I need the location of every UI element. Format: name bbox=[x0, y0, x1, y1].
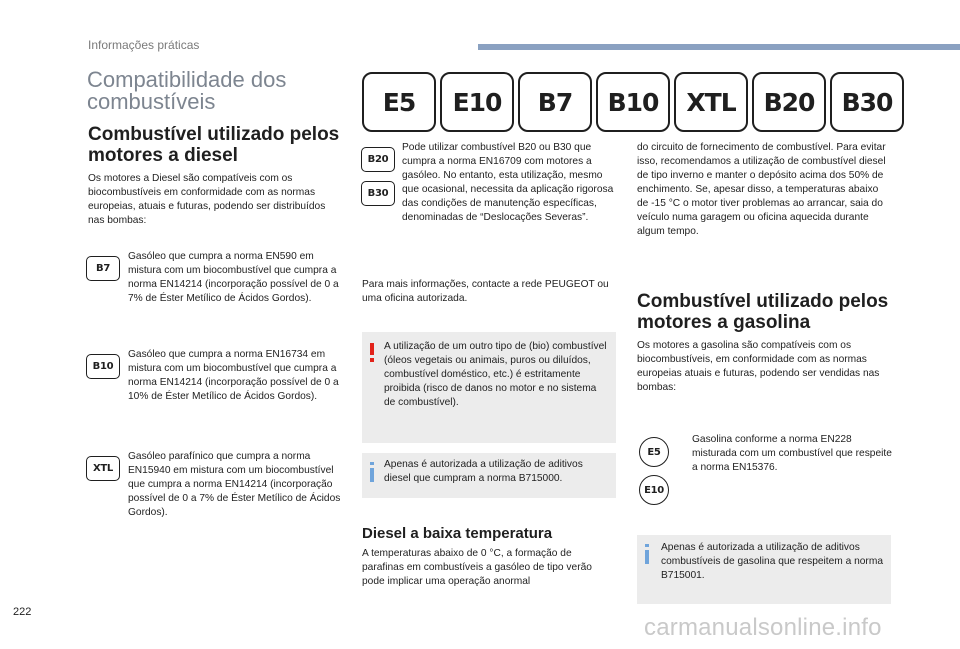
info-icon-dot bbox=[645, 544, 649, 547]
petrol-text: Gasolina conforme a norma EN228 misturada com um combustível que respeite a norma EN15376. bbox=[692, 434, 892, 473]
fuel-badge-b30: B30 bbox=[830, 72, 904, 132]
low-temp-text: A temperaturas abaixo de 0 °C, a formação de parafinas em combustíveis a gasóleo de tipo verão pode implicar uma operação anormal bbox=[362, 548, 592, 587]
info-box-petrol bbox=[637, 535, 891, 604]
badge-b7: B7 bbox=[86, 256, 120, 281]
petrol-intro: Os motores a gasolina são compatíveis com os biocombustíveis, em conformidade com as normas europeias atuais e futuras, podendo ser vendidas nas bombas: bbox=[637, 340, 880, 393]
page-number: 222 bbox=[13, 606, 32, 618]
fuel-badge-row bbox=[362, 72, 904, 132]
header-accent-bar bbox=[478, 44, 960, 50]
diesel-heading: Combustível utilizado pelos motores a diesel bbox=[88, 124, 340, 166]
low-temp-continuation: do circuito de fornecimento de combustível. Para evitar isso, recomendamos a utilização de combustível diesel de tipo inverno e manter o depósito acima dos 50% de enchimento. Se, apesar disso, a temperaturas abaixo de -15 °C o motor tiver problemas ao arrancar, saia do veículo numa garagem ou oficina aquecida durante algum tempo. bbox=[637, 142, 886, 237]
fuel-badge-xtl: XTL bbox=[674, 72, 748, 132]
petrol-heading: Combustível utilizado pelos motores a gasolina bbox=[637, 291, 889, 333]
section-header: Informações práticas bbox=[88, 38, 200, 52]
badge-b30: B30 bbox=[361, 181, 395, 206]
info-icon bbox=[645, 550, 649, 564]
low-temp-heading: Diesel a baixa temperatura bbox=[362, 525, 553, 542]
warning-text: A utilização de um outro tipo de (bio) combustível (óleos vegetais ou animais, puros ou diluídos, combustível doméstico, etc.) é estritamente proibida (risco de danos no motor e no sistema de combustível). bbox=[384, 341, 607, 408]
diesel-item-b10-text: Gasóleo que cumpra a norma EN16734 em mistura com um biocombustível que cumpra a norma EN14214 (incorporação possível de 0 a 10% de Éster Metílico de Ácidos Gordos). bbox=[128, 349, 339, 402]
warning-icon-dot bbox=[370, 358, 374, 362]
warning-box bbox=[362, 332, 616, 443]
info-text-petrol: Apenas é autorizada a utilização de aditivos combustíveis de gasolina que respeitem a norma B715001. bbox=[661, 542, 883, 581]
badge-b20: B20 bbox=[361, 147, 395, 172]
contact-text: Para mais informações, contacte a rede PEUGEOT ou uma oficina autorizada. bbox=[362, 279, 609, 304]
fuel-badge-e10: E10 bbox=[440, 72, 514, 132]
info-icon-dot bbox=[370, 462, 374, 465]
badge-xtl: XTL bbox=[86, 456, 120, 481]
badge-b10: B10 bbox=[86, 354, 120, 379]
diesel-item-xtl-text: Gasóleo parafínico que cumpra a norma EN15940 em mistura com um biocombustível que cumpra a norma EN14214 (incorporação possível de 0 a 7% de Éster Metílico de Ácidos Gordos). bbox=[128, 451, 341, 518]
fuel-badge-e5: E5 bbox=[362, 72, 436, 132]
info-box-diesel bbox=[362, 453, 616, 498]
badge-e5: E5 bbox=[639, 437, 669, 467]
fuel-badge-b20: B20 bbox=[752, 72, 826, 132]
info-text-diesel: Apenas é autorizada a utilização de aditivos diesel que cumpram a norma B715000. bbox=[384, 459, 583, 484]
badge-e10: E10 bbox=[639, 475, 669, 505]
b20-b30-text: Pode utilizar combustível B20 ou B30 que cumpra a norma EN16709 com motores a gasóleo. No entanto, esta utilização, mesmo que ocasional, necessita da aplicação rigorosa das condições de manutenção específicas, denominadas de “Deslocações Severas”. bbox=[402, 142, 614, 223]
fuel-badge-b7: B7 bbox=[518, 72, 592, 132]
warning-icon bbox=[370, 343, 374, 355]
page-title: Compatibilidade dos combustíveis bbox=[87, 67, 287, 114]
diesel-item-b7-text: Gasóleo que cumpra a norma EN590 em mistura com um biocombustível que cumpra a norma EN14214 (incorporação possível de 0 a 7% de Éster Metílico de Ácidos Gordos). bbox=[128, 251, 339, 304]
diesel-intro: Os motores a Diesel são compatíveis com os biocombustíveis em conformidade com as normas europeias, atuais e futuras, podendo ser distribuídos nas bombas: bbox=[88, 173, 326, 226]
watermark: carmanualsonline.info bbox=[644, 614, 882, 641]
info-icon bbox=[370, 468, 374, 482]
fuel-badge-b10: B10 bbox=[596, 72, 670, 132]
